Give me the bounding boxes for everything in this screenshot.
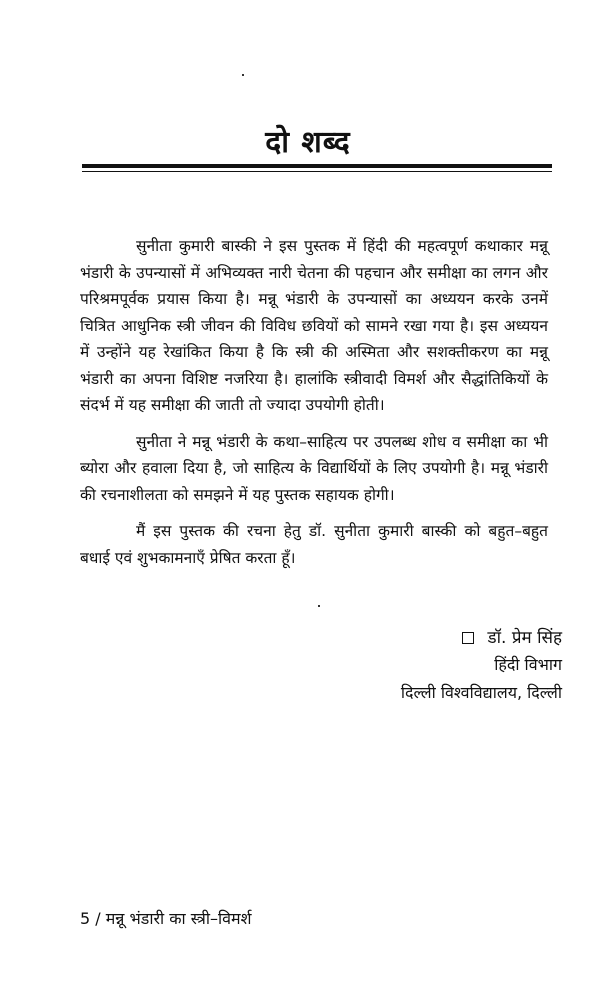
heading-rule-thin xyxy=(82,171,552,172)
signature-university: दिल्ली विश्वविद्यालय, दिल्ली xyxy=(400,683,562,702)
paragraph: सुनीता ने मन्नू भंडारी के कथा–साहित्य पर उपलब्ध शोध व समीक्षा का भी ब्योरा और हवाला दिया है, जो साहित्य के विद्यार्थियों के लिए उपयोगी है। मन्नू भंडारी की रचनाशीलता को समझने में यह पुस्तक सहायक होगी। xyxy=(80,432,548,504)
page-heading: दो शब्द xyxy=(265,125,351,160)
square-bullet-icon xyxy=(462,632,474,644)
signature-department: हिंदी विभाग xyxy=(494,655,562,674)
signature-name: डॉ. प्रेम सिंह xyxy=(487,628,562,648)
speck xyxy=(242,74,244,76)
speck xyxy=(318,605,320,607)
foreword-body xyxy=(80,233,548,581)
heading-rule-thick xyxy=(82,164,552,168)
signature-name-line xyxy=(462,625,562,648)
paragraph: सुनीता कुमारी बास्की ने इस पुस्तक में हिंदी की महत्वपूर्ण कथाकार मन्नू भंडारी के उपन्यासों में अभिव्यक्त नारी चेतना की पहचान और समीक्षा का लगन और परिश्रमपूर्वक प्रयास किया है। मन्नू भंडारी के उपन्यासों का अध्ययन करके उनमें चित्रित आधुनिक स्त्री जीवन की विविध छवियों को सामने रखा गया है। इस अध्ययन में उन्होंने यह रेखांकित किया है कि स्त्री की अस्मिता और सशक्तीकरण का मन्नू भंडारी का अपना विशिष्ट नजरिया है। हालांकि स्त्रीवादी विमर्श और सैद्धांतिकियों के संदर्भ में यह समीक्षा की जाती तो ज्यादा उपयोगी होती। xyxy=(80,237,548,414)
paragraph: मैं इस पुस्तक की रचना हेतु डॉ. सुनीता कुमारी बास्की को बहुत–बहुत बधाई एवं शुभकामनाएँ प्रेषित करता हूँ। xyxy=(80,522,548,567)
page-footer: 5 / मन्नू भंडारी का स्त्री–विमर्श xyxy=(80,909,252,928)
